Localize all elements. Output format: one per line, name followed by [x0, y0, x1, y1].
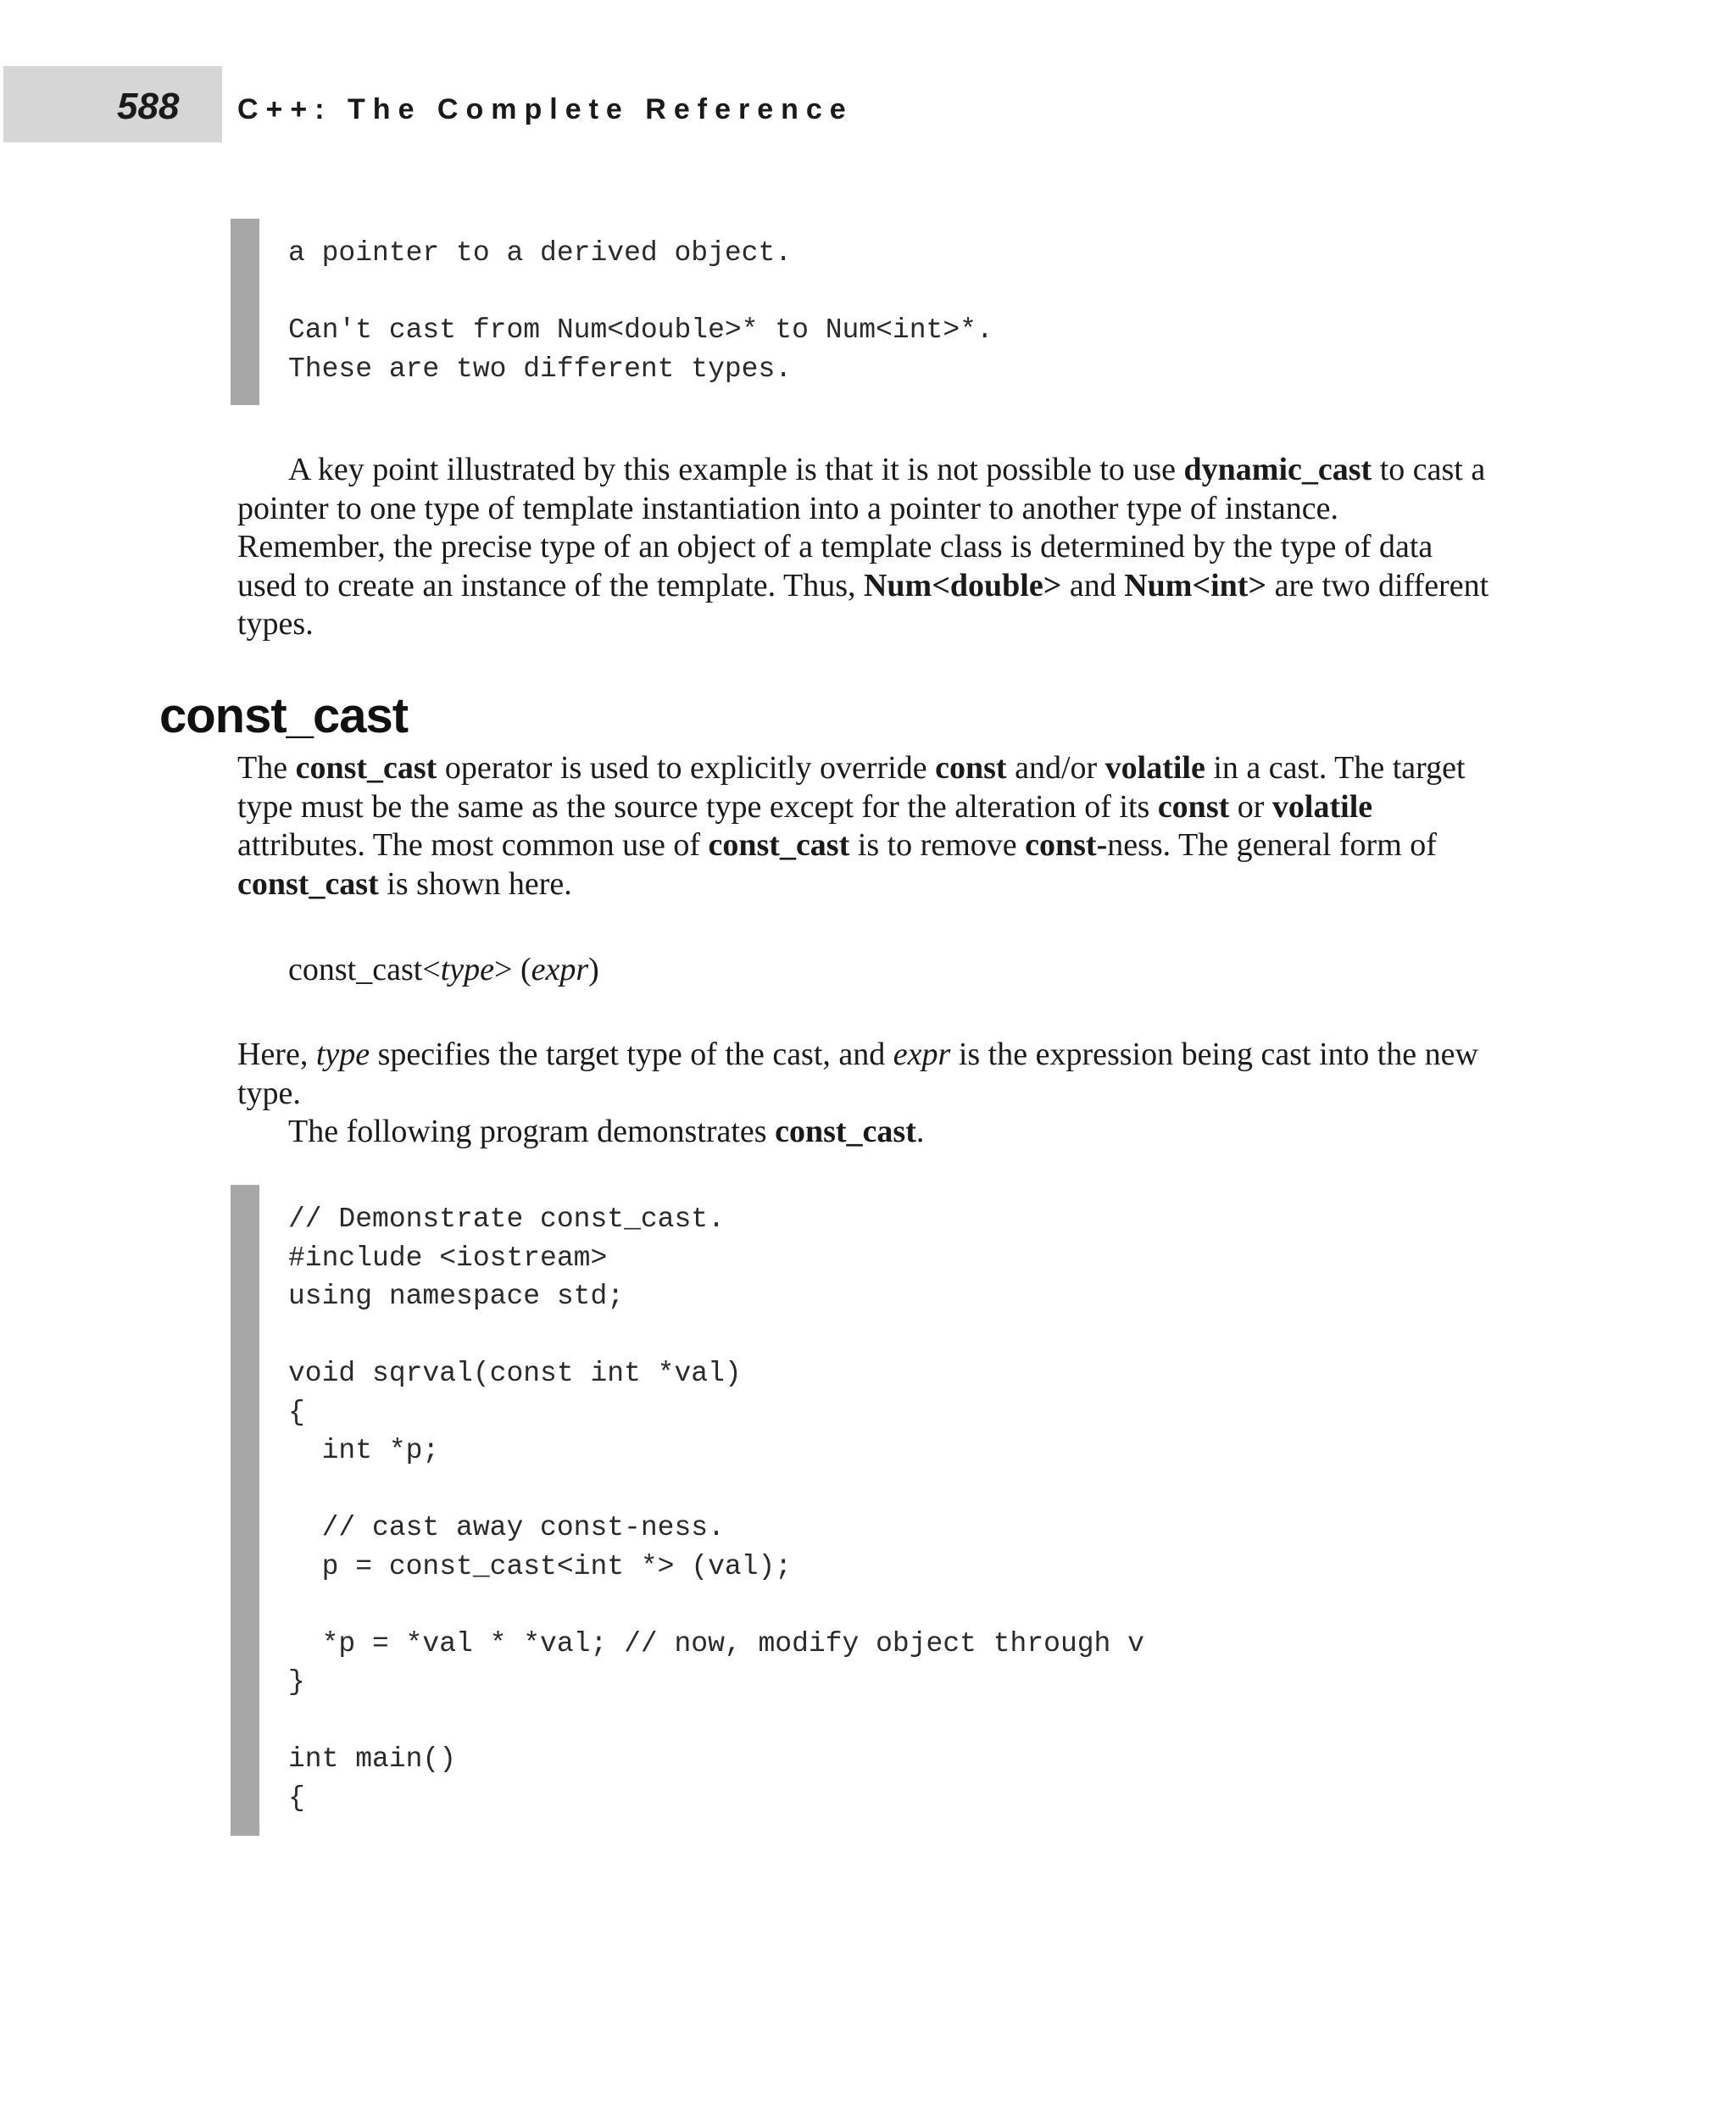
code-line: using namespace std; [288, 1281, 625, 1312]
text-run: is shown here. [378, 865, 572, 902]
page-number-tab [3, 66, 222, 142]
code-line [288, 1586, 1144, 1625]
italic-term: expr [893, 1037, 951, 1072]
text-run: are two different types. [237, 567, 1489, 642]
text-run: specifies the target type of the cast, and [370, 1037, 893, 1072]
syntax-placeholder-type: type [440, 952, 495, 987]
text-run: or [1229, 788, 1272, 825]
code-line: These are two different types. [288, 353, 793, 385]
syntax-text: > ( [494, 952, 531, 987]
italic-term: type [315, 1037, 370, 1072]
code-block-program [231, 1185, 1144, 1836]
syntax-text: ) [588, 952, 599, 987]
code-line: // Demonstrate const_cast. [288, 1204, 725, 1235]
code-line: { [288, 1782, 305, 1814]
keyword-num-double: Num<double> [863, 567, 1062, 603]
text-run: ness. The general form of [1107, 827, 1437, 863]
text-run: The following program demonstrates [288, 1114, 776, 1149]
code-line: #include <iostream> [288, 1242, 608, 1274]
text-run: attributes. The most common use of [237, 827, 709, 863]
code-line: // cast away const-ness. [288, 1512, 725, 1543]
code-line [288, 1470, 1144, 1509]
keyword: const [935, 750, 1007, 786]
paragraph-explanation [237, 1036, 1492, 1152]
code-line: a pointer to a derived object. [288, 237, 793, 269]
keyword: volatile [1104, 750, 1205, 786]
page-number: 588 [117, 86, 180, 127]
keyword-num-int: Num<int> [1124, 567, 1267, 603]
text-run: The [237, 750, 296, 786]
syntax-text: const_cast< [288, 952, 441, 987]
keyword: const_cast [237, 865, 379, 902]
code-line: } [288, 1666, 305, 1698]
keyword: const_cast [708, 827, 850, 863]
code-block-output [231, 219, 993, 405]
paragraph-const-cast-description [237, 749, 1492, 903]
code-line: { [288, 1396, 305, 1428]
keyword: const [1157, 788, 1230, 825]
text-run: and/or [1006, 750, 1105, 786]
keyword-dynamic-cast: dynamic_cast [1183, 452, 1372, 487]
code-line [288, 1702, 1144, 1741]
code-line: p = const_cast<int *> (val); [288, 1550, 793, 1582]
section-heading: const_cast [159, 688, 409, 743]
running-title: C++: The Complete Reference [237, 93, 854, 125]
text-run: . [915, 1114, 925, 1149]
code-line [288, 1316, 1144, 1355]
code-line: int *p; [288, 1435, 440, 1466]
code-line: Can't cast from Num<double>* to Num<int>*. [288, 314, 993, 346]
keyword: const_cast [775, 1114, 916, 1149]
text-run: Here, [237, 1037, 316, 1072]
syntax-placeholder-expr: expr [531, 952, 589, 987]
keyword: volatile [1271, 788, 1373, 825]
text-run: in a cast. The target type must be the same as the source type except for the alteration of its [237, 750, 1466, 825]
text-run: operator is used to explicitly override [437, 750, 936, 786]
code-line: int main() [288, 1743, 457, 1775]
keyword: const- [1025, 827, 1108, 863]
code-line [288, 273, 993, 312]
syntax-general-form [288, 951, 599, 990]
code-line: void sqrval(const int *val) [288, 1358, 742, 1389]
code-line: *p = *val * *val; // now, modify object through v [288, 1627, 1144, 1659]
text-run: A key point illustrated by this example is that it is not possible to use [288, 452, 1184, 487]
text-run: and [1061, 567, 1125, 603]
text-run: is to remove [849, 827, 1026, 863]
text-run: is the expression being cast into the new type. [237, 1037, 1478, 1111]
text-run: to cast a pointer to one type of template instantiation into a pointer to another type of instance. Remember, the precise type of an object of a template class is determined by the type of data used to create an instance of the template. Thus, [237, 452, 1486, 603]
keyword: const_cast [295, 750, 437, 786]
paragraph-template-note [237, 451, 1492, 644]
